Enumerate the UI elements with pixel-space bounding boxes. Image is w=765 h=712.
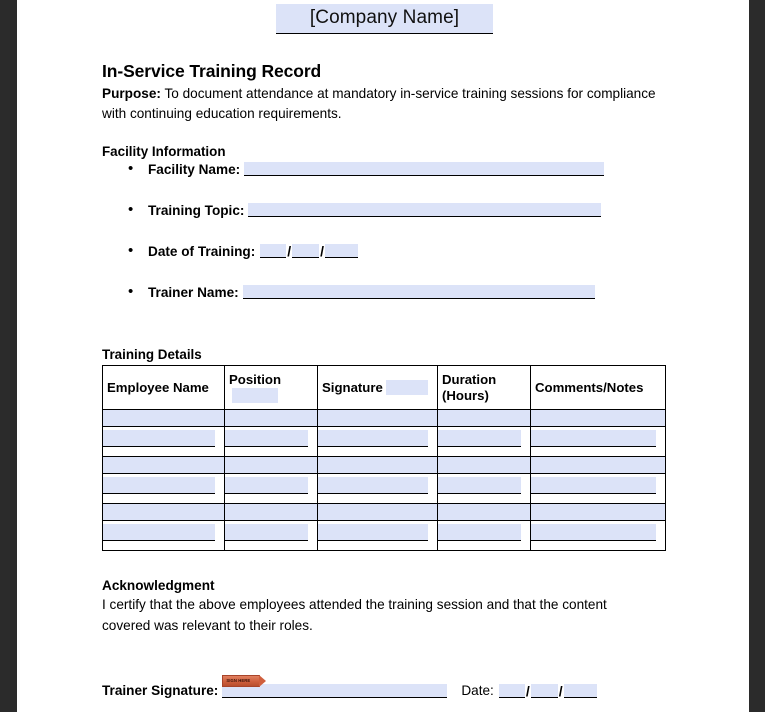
acknowledgment-text: I certify that the above employees attended the training session and that the content covered was relevant to their roles. — [102, 597, 607, 633]
table-cell-input-line[interactable] — [438, 504, 530, 521]
table-cell-input-line[interactable] — [438, 524, 521, 541]
table-header-row — [103, 366, 666, 410]
training-details-table — [102, 365, 666, 551]
table-cell-input-line[interactable] — [103, 430, 215, 447]
column-header-position — [225, 366, 318, 410]
column-header-comments-notes — [531, 366, 666, 410]
table-cell-input-line[interactable] — [318, 410, 437, 427]
table-cell-input-line[interactable] — [318, 477, 428, 494]
column-header-duration-line-2: (Hours) — [442, 388, 489, 404]
signature-date-year-input[interactable] — [564, 684, 597, 698]
table-cell-input-line[interactable] — [225, 477, 308, 494]
date-of-training-day-input[interactable] — [292, 244, 319, 258]
acknowledgment-section — [102, 578, 667, 635]
table-cell — [531, 410, 666, 457]
table-cell — [531, 504, 666, 551]
column-header-signature-label: Signature — [322, 380, 383, 396]
table-cell — [103, 410, 225, 457]
purpose-text: To document attendance at mandatory in-service training sessions for compliance with continuing education requirements. — [102, 86, 656, 121]
column-header-duration-line-1: Duration — [442, 372, 497, 388]
position-header-highlight — [232, 388, 278, 403]
table-cell-input-line[interactable] — [438, 477, 521, 494]
signature-date-day-input[interactable] — [531, 684, 558, 698]
table-cell-input-line[interactable] — [225, 410, 317, 427]
table-cell-input-line[interactable] — [103, 410, 224, 427]
table-cell-input-line[interactable] — [225, 457, 317, 474]
table-header — [103, 366, 666, 410]
table-cell-input-line[interactable] — [318, 430, 428, 447]
signature-date-label: Date: — [461, 682, 494, 698]
table-cell — [318, 504, 438, 551]
field-label-facility-name: • Facility Name: — [148, 162, 241, 178]
column-header-employee-name — [103, 366, 225, 410]
table-cell-input-line[interactable] — [225, 430, 308, 447]
date-separator-1: / — [287, 243, 292, 260]
trainer-signature-input[interactable] — [222, 677, 447, 698]
field-label-trainer-name: • Trainer Name: — [148, 285, 239, 301]
signature-row — [102, 677, 667, 699]
table-cell — [438, 457, 531, 504]
acknowledgment-heading: Acknowledgment — [102, 578, 215, 594]
facility-field-list — [102, 162, 667, 326]
table-cell-input-line[interactable] — [225, 524, 308, 541]
column-header-signature — [318, 366, 438, 410]
signature-date-separator-2: / — [558, 682, 563, 699]
sign-here-tag-label: SIGN HERE — [226, 677, 251, 683]
table-cell-input-line[interactable] — [103, 504, 224, 521]
table-cell-input-line[interactable] — [438, 457, 530, 474]
training-details-heading: Training Details — [102, 347, 202, 363]
table-cell-input-line[interactable] — [531, 410, 665, 427]
table-cell — [225, 504, 318, 551]
table-cell — [438, 504, 531, 551]
table-cell-input-line[interactable] — [438, 410, 530, 427]
field-facility-name — [102, 162, 667, 203]
table-cell-input-line[interactable] — [318, 524, 428, 541]
column-header-position-label: Position — [229, 372, 282, 388]
company-name-field[interactable]: [Company Name] — [276, 4, 493, 34]
table-cell — [225, 457, 318, 504]
table-cell — [318, 410, 438, 457]
table-cell-input-line[interactable] — [531, 524, 656, 541]
table-cell-input-line[interactable] — [103, 457, 224, 474]
date-separator-2: / — [320, 243, 325, 260]
table-cell — [225, 410, 318, 457]
table-cell-input-line[interactable] — [531, 457, 665, 474]
trainer-name-input[interactable] — [243, 285, 595, 299]
table-cell — [318, 457, 438, 504]
field-date-of-training — [102, 244, 667, 285]
date-of-training-year-input[interactable] — [325, 244, 358, 258]
table-cell-input-line[interactable] — [531, 504, 665, 521]
purpose-paragraph — [102, 84, 667, 123]
purpose-label: Purpose: — [102, 86, 161, 101]
date-of-training-month-input[interactable] — [260, 244, 286, 258]
signature-date-separator-1: / — [525, 682, 530, 699]
trainer-signature-label: Trainer Signature: — [102, 682, 219, 698]
table-cell-input-line[interactable] — [318, 504, 437, 521]
facility-information-heading: Facility Information — [102, 144, 226, 160]
table-cell-input-line[interactable] — [531, 477, 656, 494]
table-cell — [438, 410, 531, 457]
field-training-topic — [102, 203, 667, 244]
table-row — [103, 410, 666, 457]
table-cell-input-line[interactable] — [438, 430, 521, 447]
table-cell-input-line[interactable] — [103, 477, 215, 494]
facility-name-input[interactable] — [244, 162, 604, 176]
column-header-employee-name-label: Employee Name — [107, 380, 209, 396]
column-header-comments-notes-label: Comments/Notes — [535, 380, 644, 396]
table-cell — [103, 457, 225, 504]
field-label-training-topic: • Training Topic: — [148, 203, 245, 219]
page-title: In-Service Training Record — [102, 61, 322, 81]
table-cell — [531, 457, 666, 504]
sign-here-tag-icon[interactable] — [222, 675, 260, 687]
signature-date-month-input[interactable] — [499, 684, 525, 698]
date-of-training-group — [260, 244, 358, 258]
table-row — [103, 504, 666, 551]
table-cell — [103, 504, 225, 551]
column-header-duration — [438, 366, 531, 410]
signature-date-group — [499, 684, 597, 698]
table-cell-input-line[interactable] — [318, 457, 437, 474]
document-content — [102, 0, 667, 698]
table-row — [103, 457, 666, 504]
table-cell-input-line[interactable] — [531, 430, 656, 447]
signature-header-highlight — [386, 380, 428, 395]
table-cell-input-line[interactable] — [103, 524, 215, 541]
table-cell-input-line[interactable] — [225, 504, 317, 521]
company-header-container — [102, 0, 667, 34]
document-page — [17, 0, 749, 712]
field-trainer-name — [102, 285, 667, 326]
field-label-date-of-training: • Date of Training: — [148, 244, 256, 260]
training-topic-input[interactable] — [248, 203, 601, 217]
table-body — [103, 410, 666, 551]
